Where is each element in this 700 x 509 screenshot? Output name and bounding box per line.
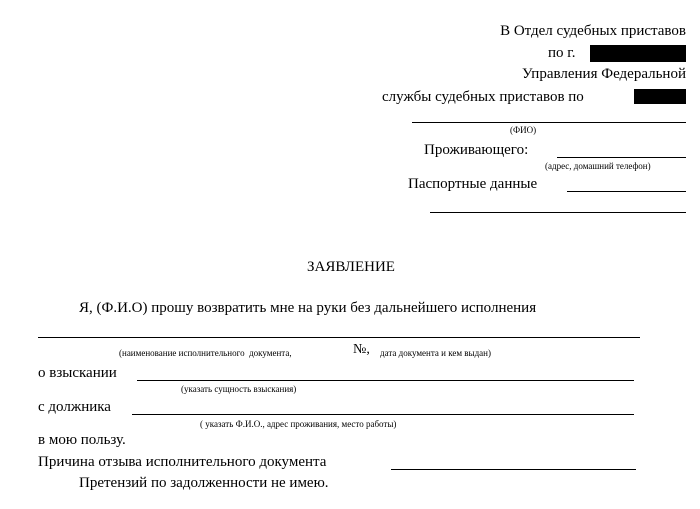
doc-caption-number: №, xyxy=(353,342,370,357)
addressee-line-1: В Отдел судебных приставов xyxy=(500,23,686,39)
addressee-line-4: службы судебных приставов по xyxy=(382,89,584,105)
reason-fill-line xyxy=(391,469,636,470)
addressee-line-2: по г. xyxy=(548,45,576,61)
recovery-caption: (указать сущность взыскания) xyxy=(181,384,297,394)
passport-extra-line xyxy=(430,212,686,213)
redaction-region xyxy=(634,89,686,104)
debtor-caption: ( указать Ф.И.О., адрес проживания, место работы) xyxy=(200,419,397,429)
no-claims-text: Претензий по задолженности не имею. xyxy=(79,475,329,491)
document-title: ЗАЯВЛЕНИЕ xyxy=(307,259,395,275)
fio-caption: (ФИО) xyxy=(510,125,537,135)
doc-fill-line xyxy=(38,337,640,338)
residing-label: Проживающего: xyxy=(424,142,529,158)
recovery-fill-line xyxy=(137,380,634,381)
passport-fill xyxy=(567,177,672,192)
addressee-line-3: Управления Федеральной xyxy=(522,66,686,82)
passport-label: Паспортные данные xyxy=(408,176,538,192)
in-favor-text: в мою пользу. xyxy=(38,432,126,448)
fio-fill-line xyxy=(412,122,686,123)
debtor-fill-line xyxy=(132,414,634,415)
address-caption: (адрес, домашний телефон) xyxy=(545,161,651,171)
doc-caption-rest: дата документа и кем выдан) xyxy=(380,348,491,358)
doc-caption: (наименование исполнительного документа, xyxy=(119,348,292,358)
residing-fill xyxy=(557,143,662,158)
recovery-label: о взыскании xyxy=(38,365,117,381)
redaction-city xyxy=(590,45,686,62)
intro-text: Я, (Ф.И.О) прошу возвратить мне на руки без дальнейшего исполнения xyxy=(79,300,537,316)
debtor-label: с должника xyxy=(38,399,111,415)
reason-label: Причина отзыва исполнительного документа xyxy=(38,454,327,470)
